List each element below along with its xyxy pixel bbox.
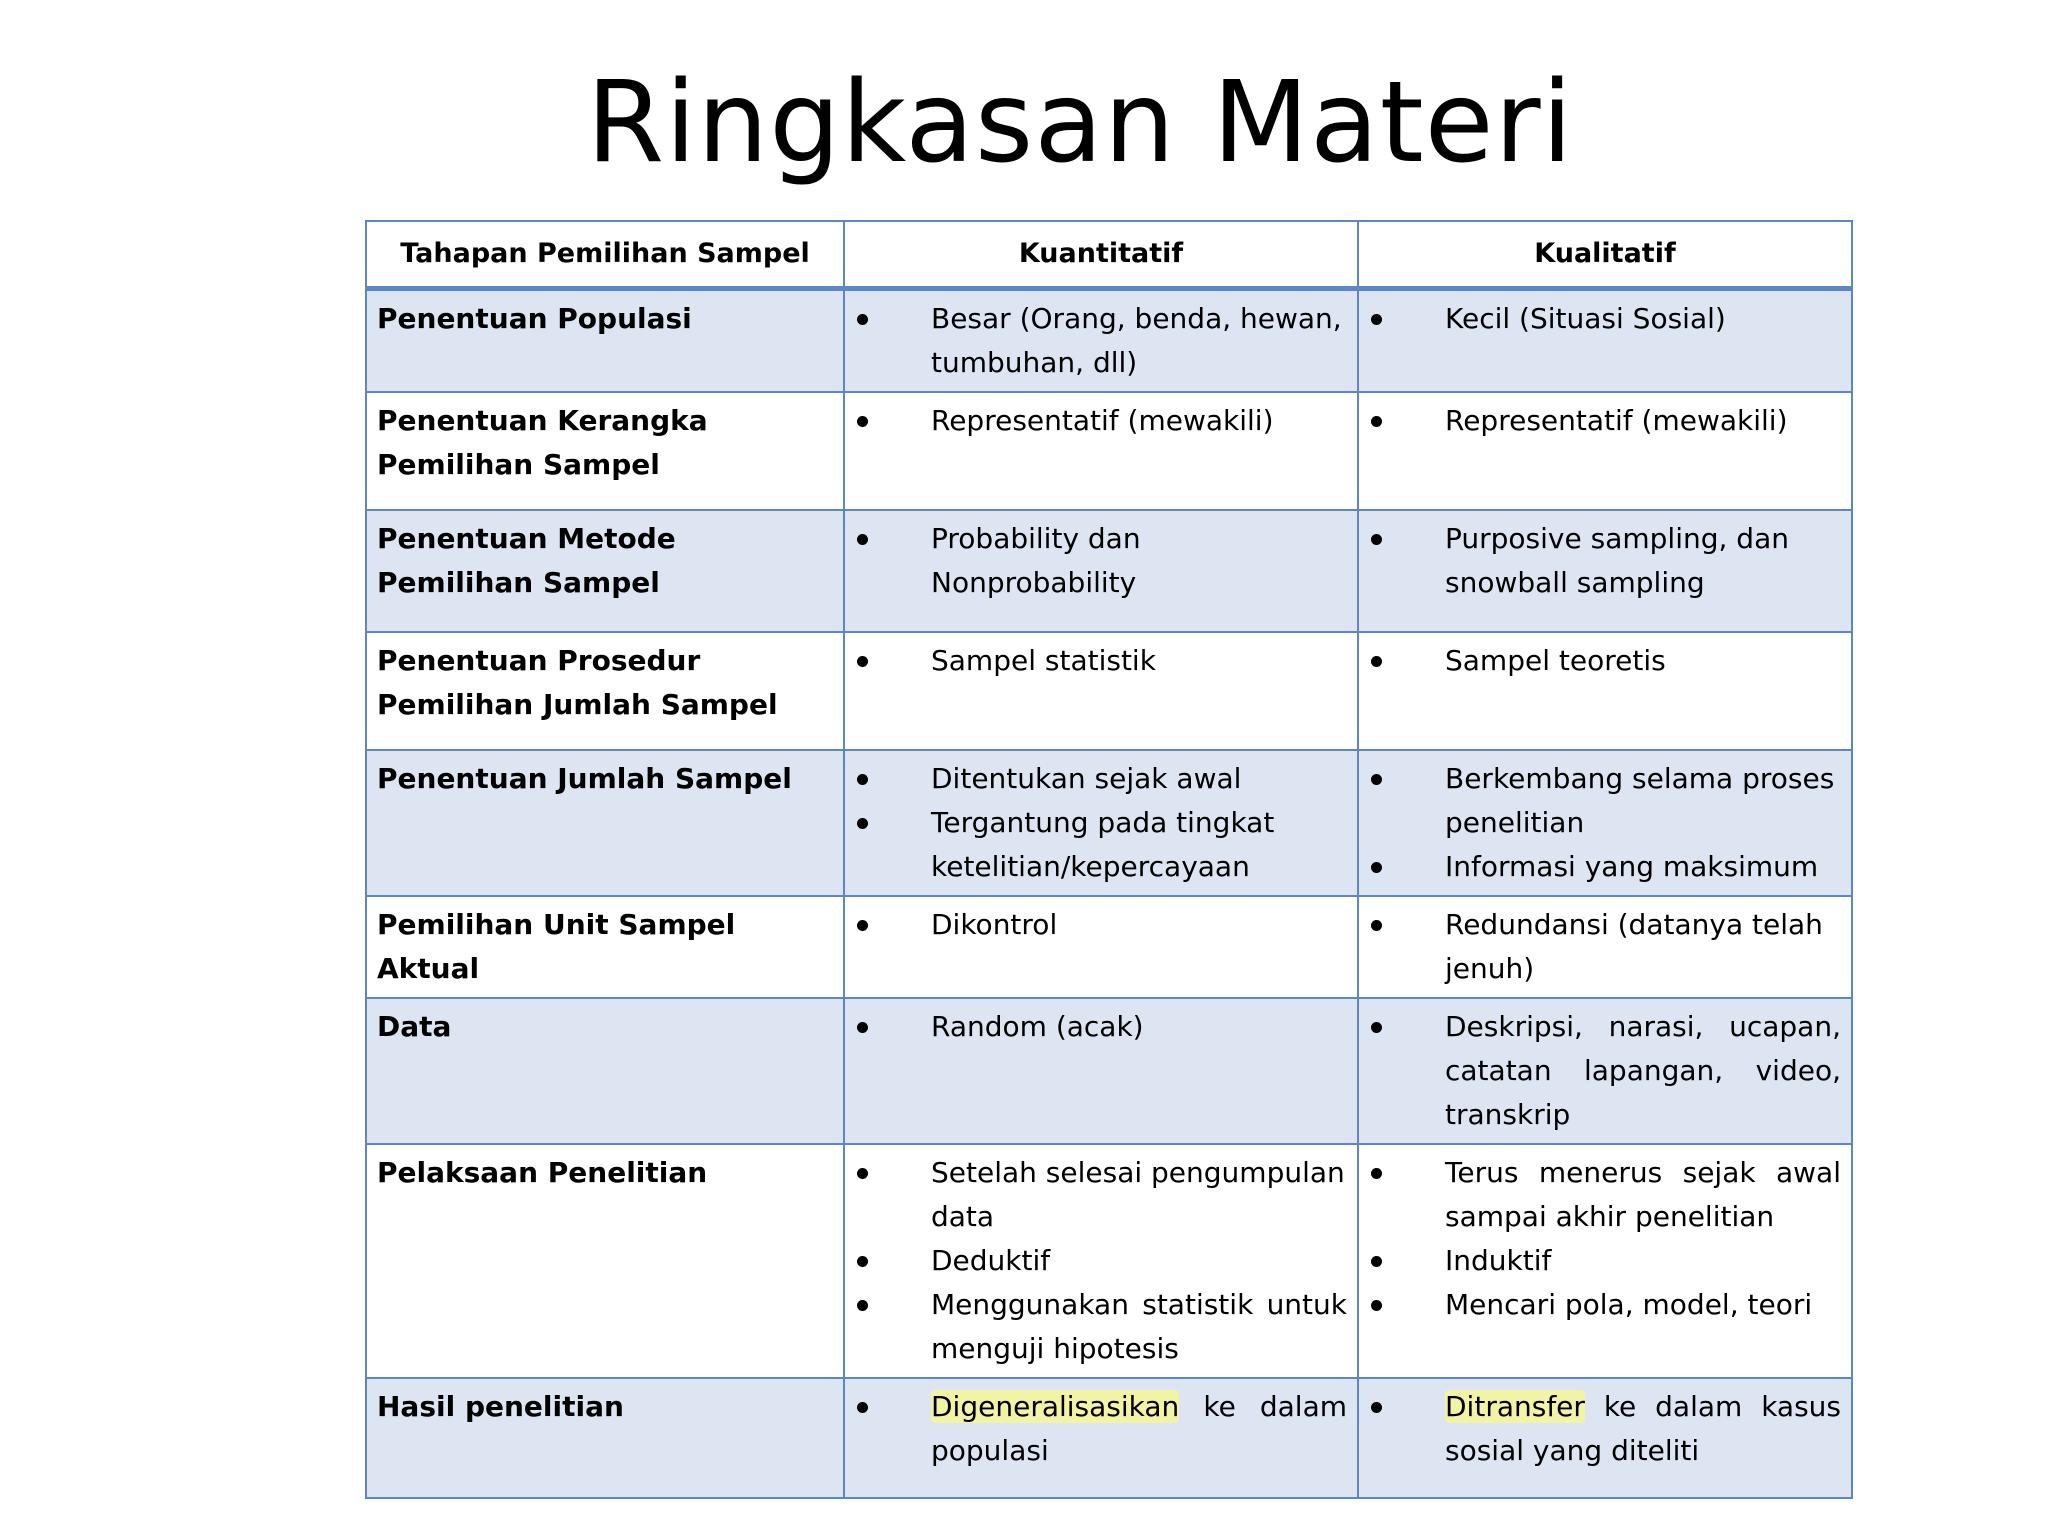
qualitative-cell [1358, 1378, 1852, 1498]
bullet-item: Induktif [1369, 1239, 1841, 1283]
bullet-item: Berkembang selama proses penelitian [1369, 757, 1841, 845]
bullet-item: Kecil (Situasi Sosial) [1369, 297, 1841, 341]
slide-title: Ringkasan Materi [586, 58, 1574, 188]
table-row [366, 510, 1852, 632]
quantitative-cell [844, 998, 1358, 1144]
bullet-item: Representatif (mewakili) [855, 399, 1347, 443]
stage-cell: Penentuan Populasi [366, 289, 844, 393]
bullet-item: Deduktif [855, 1239, 1347, 1283]
table-header-row [366, 221, 1852, 289]
qualitative-cell [1358, 289, 1852, 393]
qualitative-cell [1358, 510, 1852, 632]
highlighted-text: Digeneralisasikan [931, 1390, 1180, 1423]
table-row [366, 750, 1852, 896]
stage-cell: Penentuan Kerangka Pemilihan Sampel [366, 392, 844, 510]
quantitative-cell [844, 750, 1358, 896]
bullet-item: Redundansi (datanya telah jenuh) [1369, 903, 1841, 991]
table-row [366, 896, 1852, 998]
qualitative-cell [1358, 998, 1852, 1144]
bullet-item: Deskripsi, narasi, ucapan, catatan lapangan, video, transkrip [1369, 1005, 1841, 1137]
quantitative-cell [844, 896, 1358, 998]
bullet-item: Terus menerus sejak awal sampai akhir penelitian [1369, 1151, 1841, 1239]
bullet-item: Informasi yang maksimum [1369, 845, 1841, 889]
bullet-item: Sampel teoretis [1369, 639, 1841, 683]
quantitative-cell [844, 510, 1358, 632]
table-row [366, 392, 1852, 510]
bullet-text: ke dalam kasus sosial yang diteliti [1445, 1390, 1841, 1467]
bullet-item: Mencari pola, model, teori [1369, 1283, 1841, 1327]
quantitative-cell [844, 392, 1358, 510]
table-row [366, 632, 1852, 750]
header-quantitative: Kuantitatif [844, 221, 1358, 289]
stage-cell: Penentuan Prosedur Pemilihan Jumlah Sampel [366, 632, 844, 750]
qualitative-cell [1358, 632, 1852, 750]
qualitative-cell [1358, 750, 1852, 896]
header-stage: Tahapan Pemilihan Sampel [366, 221, 844, 289]
quantitative-cell [844, 1144, 1358, 1378]
table-row [366, 1378, 1852, 1498]
table-row [366, 1144, 1852, 1378]
stage-cell: Pemilihan Unit Sampel Aktual [366, 896, 844, 998]
bullet-text: ke dalam populasi [931, 1390, 1347, 1467]
bullet-item: Probability dan Nonprobability [855, 517, 1347, 605]
bullet-item: Representatif (mewakili) [1369, 399, 1841, 443]
qualitative-cell [1358, 392, 1852, 510]
bullet-item [855, 1385, 1347, 1473]
bullet-item: Tergantung pada tingkat ketelitian/kepercayaan [855, 801, 1347, 889]
bullet-item: Random (acak) [855, 1005, 1347, 1049]
table-row [366, 289, 1852, 393]
bullet-item: Ditentukan sejak awal [855, 757, 1347, 801]
bullet-item [1369, 1385, 1841, 1473]
bullet-item: Dikontrol [855, 903, 1347, 947]
bullet-item: Besar (Orang, benda, hewan, tumbuhan, dll) [855, 297, 1347, 385]
bullet-item: Setelah selesai pengumpulan data [855, 1151, 1347, 1239]
stage-cell: Pelaksaan Penelitian [366, 1144, 844, 1378]
bullet-item: Sampel statistik [855, 639, 1347, 683]
stage-cell: Hasil penelitian [366, 1378, 844, 1498]
highlighted-text: Ditransfer [1445, 1390, 1585, 1423]
header-qualitative: Kualitatif [1358, 221, 1852, 289]
quantitative-cell [844, 632, 1358, 750]
summary-table [365, 220, 1853, 1499]
bullet-item: Menggunakan statistik untuk menguji hipotesis [855, 1283, 1347, 1371]
stage-cell: Penentuan Metode Pemilihan Sampel [366, 510, 844, 632]
quantitative-cell [844, 1378, 1358, 1498]
table-row [366, 998, 1852, 1144]
stage-cell: Penentuan Jumlah Sampel [366, 750, 844, 896]
qualitative-cell [1358, 896, 1852, 998]
stage-cell: Data [366, 998, 844, 1144]
quantitative-cell [844, 289, 1358, 393]
qualitative-cell [1358, 1144, 1852, 1378]
bullet-item: Purposive sampling, dan snowball sampling [1369, 517, 1841, 605]
